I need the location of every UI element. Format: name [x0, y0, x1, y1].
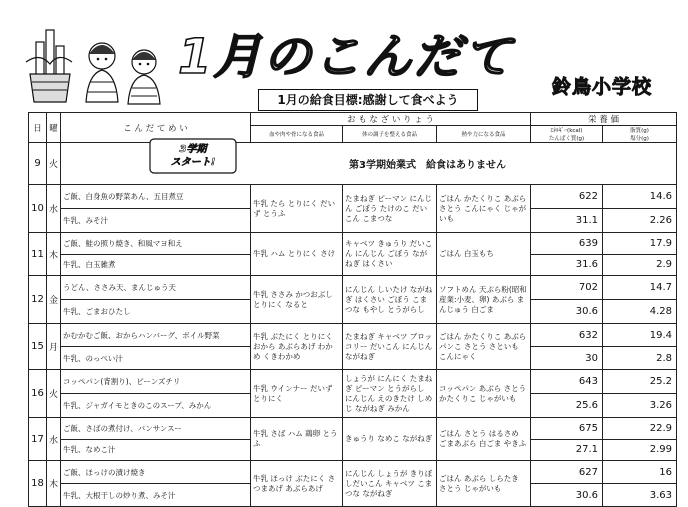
protein-value: 25.6 — [531, 394, 603, 418]
energy-value: 675 — [531, 418, 603, 440]
lipid-value: 16 — [603, 461, 677, 484]
ingredients-red: 牛乳 たら とりにく だいず とうふ — [251, 185, 343, 233]
header-menu: こ ん だ て め い — [61, 113, 251, 143]
ingredients-red: 牛乳 ハム とりにく さけ — [251, 233, 343, 276]
ingredients-yellow: しょうが にんにく たまねぎ ピーマン とうがらし にんじん えのきたけ しめじ ながねぎ みかん — [343, 370, 437, 418]
ingredients-red: 牛乳 ほっけ ぶたにく さつまあげ あぶらあげ — [251, 461, 343, 507]
ingredients-green: ごはん 白玉もち — [437, 233, 531, 276]
salt-value: 2.9 — [603, 254, 677, 276]
menu-table — [28, 112, 677, 507]
menu-side: 牛乳、白玉雑煮 — [61, 254, 251, 276]
lipid-value: 25.2 — [603, 370, 677, 394]
lipid-value: 22.9 — [603, 418, 677, 440]
badge-line2: スタート! — [170, 157, 216, 168]
ingredients-yellow: たまねぎ キャベツ ブロッコリー だいこん にんじん ながねぎ — [343, 324, 437, 370]
badge-line1: 3学期 — [179, 144, 207, 155]
row-dow: 水 — [47, 418, 61, 461]
row-dow: 木 — [47, 233, 61, 276]
row-day: 9 — [29, 143, 47, 185]
ingredients-green: ソフトめん 天ぷら粉(昭和産業:小麦、卵) あぶら まんじゅう 白ごま — [437, 276, 531, 324]
menu-side: 牛乳、なめこ汁 — [61, 439, 251, 461]
menu-row — [29, 461, 677, 484]
menu-side: 牛乳、ジャガイモときのこのスープ、みかん — [61, 394, 251, 418]
salt-value: 2.99 — [603, 439, 677, 461]
menu-side: 牛乳、ごまおひたし — [61, 300, 251, 324]
subheader-salt: 塩分(g) — [630, 136, 649, 142]
monthly-goal: 1月の給食目標:感謝して食べよう — [258, 89, 478, 111]
school-name: 鈴鳥小学校 — [552, 76, 653, 98]
subheader-energy: ｴﾈﾙｷﾞｰ(kcal) — [550, 128, 583, 134]
row-day: 16 — [29, 370, 47, 418]
lipid-value: 14.7 — [603, 276, 677, 300]
ingredients-red: 牛乳 ウインナー だいず とりにく — [251, 370, 343, 418]
ingredients-green: ごはん かたくりこ あぶら パンこ さとう さといも こんにゃく — [437, 324, 531, 370]
energy-value: 639 — [531, 233, 603, 255]
protein-value: 30.6 — [531, 484, 603, 507]
menu-row — [29, 418, 677, 440]
menu-side: 牛乳、大根干しの炒り煮、みそ汁 — [61, 484, 251, 507]
page-title: 1月のこんだて — [178, 29, 514, 85]
protein-value: 31.6 — [531, 254, 603, 276]
header-ingredients: お も な ざ い り ょ う — [251, 113, 531, 126]
subheader-yellow: 体の調子を整える食品 — [343, 126, 437, 143]
subheader-lipid: 脂質(g) — [630, 128, 649, 134]
lipid-value: 14.6 — [603, 185, 677, 209]
salt-value: 2.26 — [603, 209, 677, 233]
ingredients-green: コッペパン あぶら さとう かたくりこ じゃがいも — [437, 370, 531, 418]
ingredients-green: ごはん さとう はるさめ ごまあぶら 白ごま やきふ — [437, 418, 531, 461]
row-dow: 火 — [47, 370, 61, 418]
ingredients-green: ごはん かたくりこ あぶら さとう こんにゃく じゃがいも — [437, 185, 531, 233]
page-header — [0, 0, 688, 112]
protein-value: 31.1 — [531, 209, 603, 233]
lipid-value: 19.4 — [603, 324, 677, 347]
menu-side: 牛乳、のっぺい汁 — [61, 347, 251, 370]
menu-main: ご飯、鮭の照り焼き、和風マヨ和え — [61, 233, 251, 255]
menu-row — [29, 233, 677, 255]
row-day: 11 — [29, 233, 47, 276]
header-nutrition: 栄 養 価 — [531, 113, 677, 126]
ingredients-yellow: にんじん しょうが きりぼしだいこん キャベツ こまつな ながねぎ — [343, 461, 437, 507]
row-dow: 月 — [47, 324, 61, 370]
menu-main: うどん、ささみ天、まんじゅう天 — [61, 276, 251, 300]
row-day: 17 — [29, 418, 47, 461]
menu-main: ご飯、ほっけの漬け焼き — [61, 461, 251, 484]
header-dow: 曜 — [47, 113, 61, 143]
new-year-decoration-illustration — [22, 12, 172, 107]
menu-row — [29, 276, 677, 300]
ingredients-green: ごはん あぶら しらたき さとう じゃがいも — [437, 461, 531, 507]
subheader-green: 熱や力になる食品 — [437, 126, 531, 143]
salt-value: 3.63 — [603, 484, 677, 507]
energy-value: 702 — [531, 276, 603, 300]
ingredients-red: 牛乳 ぶたにく とりにく おから あぶらあげ わかめ くきわかめ — [251, 324, 343, 370]
protein-value: 30 — [531, 347, 603, 370]
protein-value: 27.1 — [531, 439, 603, 461]
row-day: 12 — [29, 276, 47, 324]
third-term-start-badge — [148, 137, 238, 175]
menu-main: ご飯、白身魚の野菜あん、五目煮豆 — [61, 185, 251, 209]
menu-row — [29, 370, 677, 394]
row-day: 18 — [29, 461, 47, 507]
row-day: 10 — [29, 185, 47, 233]
energy-value: 632 — [531, 324, 603, 347]
no-lunch-note: 第3学期始業式 給食はありません — [61, 143, 677, 185]
salt-value: 4.28 — [603, 300, 677, 324]
ingredients-yellow: にんじん しいたけ ながねぎ はくさい ごぼう こまつな もやし とうがらし — [343, 276, 437, 324]
salt-value: 3.26 — [603, 394, 677, 418]
energy-value: 643 — [531, 370, 603, 394]
ingredients-yellow: きゅうり なめこ ながねぎ — [343, 418, 437, 461]
energy-value: 622 — [531, 185, 603, 209]
ingredients-red: 牛乳 ささみ かつおぶし とりにく なると — [251, 276, 343, 324]
menu-main: ご飯、さばの煮付け、バンサンスー — [61, 418, 251, 440]
menu-main: コッペパン(背割り)、ビーンズチリ — [61, 370, 251, 394]
menu-row — [29, 185, 677, 209]
menu-main: かむかむご飯、おからハンバーグ、ボイル野菜 — [61, 324, 251, 347]
salt-value: 2.8 — [603, 347, 677, 370]
ingredients-red: 牛乳 さば ハム 鶏卵 とうふ — [251, 418, 343, 461]
row-dow: 水 — [47, 185, 61, 233]
menu-row — [29, 324, 677, 347]
lipid-value: 17.9 — [603, 233, 677, 255]
header-day: 日 — [29, 113, 47, 143]
row-dow: 火 — [47, 143, 61, 185]
menu-side: 牛乳、みそ汁 — [61, 209, 251, 233]
subheader-energy-protein — [531, 126, 603, 143]
energy-value: 627 — [531, 461, 603, 484]
row-day: 15 — [29, 324, 47, 370]
ingredients-yellow: たまねぎ ピーマン にんじん ごぼう たけのこ だいこん こまつな — [343, 185, 437, 233]
subheader-lipid-salt — [603, 126, 677, 143]
row-dow: 木 — [47, 461, 61, 507]
subheader-protein: たんぱく質(g) — [548, 136, 585, 142]
row-dow: 金 — [47, 276, 61, 324]
ingredients-yellow: キャベツ きゅうり だいこん にんじん ごぼう ながねぎ はくさい — [343, 233, 437, 276]
subheader-red: 血や肉や骨になる食品 — [251, 126, 343, 143]
protein-value: 30.6 — [531, 300, 603, 324]
